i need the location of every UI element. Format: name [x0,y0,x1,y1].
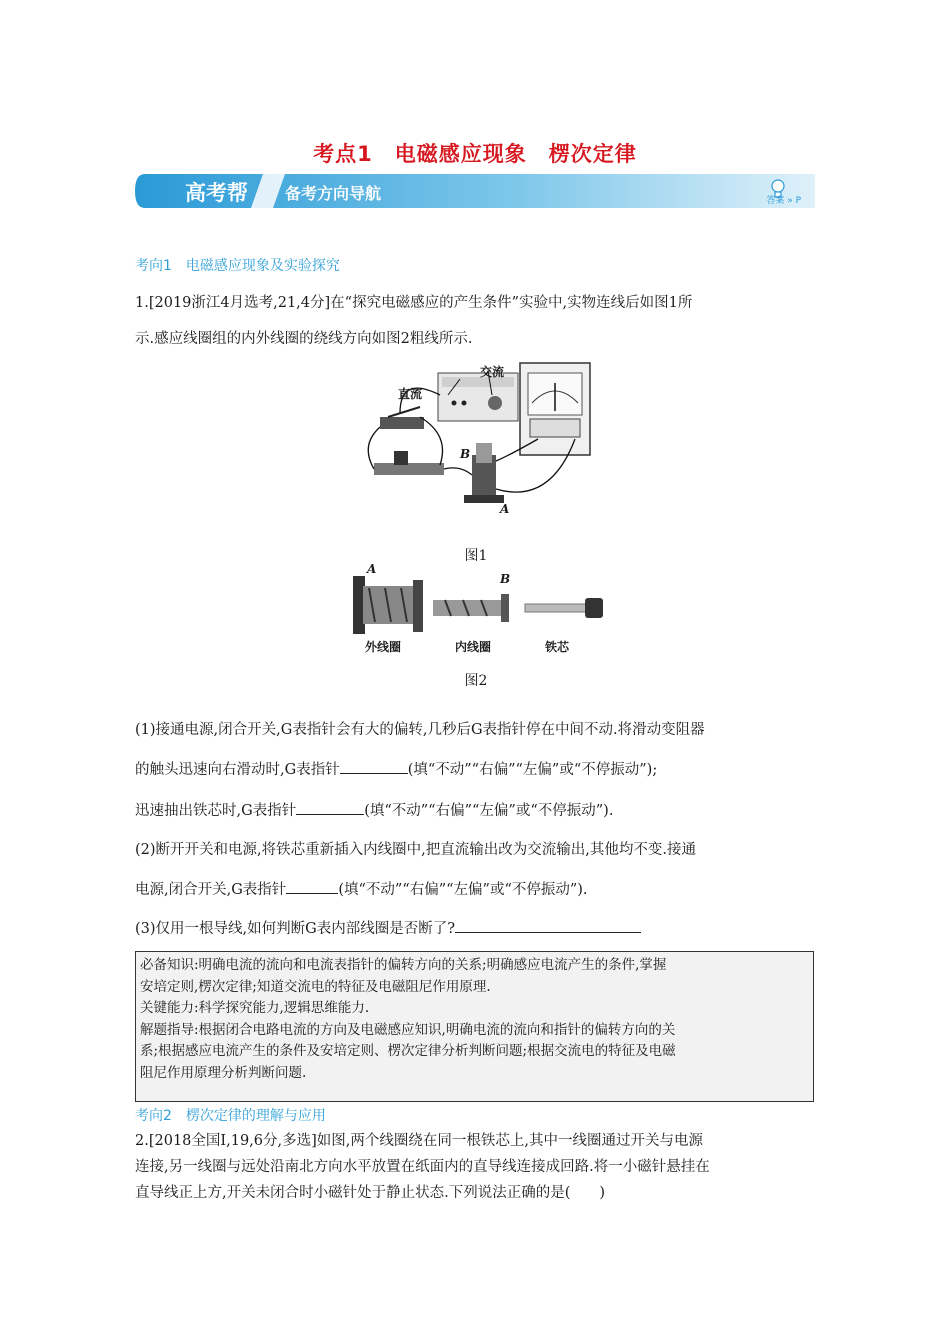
fig1-label-dc: 直流 [398,387,423,401]
q1-part1-line2-text: 的触头迅速向右滑动时,G表指针 [135,762,340,778]
fig2-label-a: A [367,562,377,576]
q1-part1-line2-hint: (填“不动”“右偏”“左偏”或“不停振动”); [407,762,658,778]
box-line: 阻尼作用原理分析判断问题. [140,1064,307,1081]
q2-line2: 连接,另一线圈与远处沿南北方向水平放置在纸面内的直导线连接成回路.将一小磁针悬挂在 [135,1159,710,1175]
q1-part1-line2 [135,758,825,779]
fig1-label-b: B [460,447,471,461]
box-line: 安培定则,楞次定律;知道交流电的特征及电磁阻尼作用原理. [140,978,491,995]
q1-part2-line2 [135,878,825,899]
q1-part1-line3-text: 迅速抽出铁芯时,G表指针 [135,803,297,819]
q1-part1-line3 [135,799,825,820]
answer-blank[interactable] [296,800,364,815]
q1-line1: 1.[2019浙江4月选考,21,4分]在“探究电磁感应的产生条件”实验中,实物连线后如图1所 [135,295,693,311]
q1-part3 [135,917,825,938]
figure-1-caption: 图1 [464,548,488,564]
fig2-label-inner: 内线圈 [455,640,492,654]
fig2-label-core: 铁芯 [545,640,570,654]
box-line: 解题指导:根据闭合电路电流的方向及电磁感应知识,明确电流的流向和指针的偏转方向的关 [140,1021,676,1038]
q1-part2-line1: (2)断开开关和电源,将铁芯重新插入内线圈中,把直流输出改为交流输出,其他均不变.接通 [135,842,696,858]
figure-2-coils [345,562,615,657]
q1-line2: 示.感应线圈组的内外线圈的绕线方向如图2粗线所示. [135,331,473,347]
answer-blank[interactable] [286,879,338,894]
section-heading-2: 考向2 楞次定律的理解与应用 [135,1108,326,1124]
box-line: 系;根据感应电流产生的条件及安培定则、楞次定律分析判断问题;根据交流电的特征及电磁 [140,1043,676,1059]
q1-part1-line3-hint: (填“不动”“右偏”“左偏”或“不停振动”). [364,803,614,819]
q1-part3-text: (3)仅用一根导线,如何判断G表内部线圈是否断了? [135,921,456,937]
figure-1-apparatus [360,355,600,520]
banner-subtitle: 备考方向导航 [285,184,382,203]
box-line: 关键能力:科学探究能力,逻辑思维能力. [140,1000,370,1016]
section-banner [135,172,815,210]
fig2-label-outer: 外线圈 [365,640,402,654]
answer-blank[interactable] [340,759,408,774]
banner-brand: 高考帮 [185,181,248,205]
section-heading-1: 考向1 电磁感应现象及实验探究 [135,258,340,274]
fig2-label-b: B [500,572,511,586]
q1-part2-line2-text: 电源,闭合开关,G表指针 [135,882,287,898]
analysis-box [135,951,814,1102]
answer-blank[interactable] [455,918,641,933]
banner-answer-ref: 答案 » P [766,196,801,206]
page-title: 考点1 电磁感应现象 楞次定律 [313,142,637,166]
fig1-label-a: A [500,502,510,516]
q2-line3: 直导线正上方,开关未闭合时小磁针处于静止状态.下列说法正确的是( ) [135,1185,606,1201]
box-line: 必备知识:明确电流的流向和电流表指针的偏转方向的关系;明确感应电流产生的条件,掌握 [140,957,667,973]
q2-line1: 2.[2018全国Ⅰ,19,6分,多选]如图,两个线圈绕在同一根铁芯上,其中一线圈通过开关与电源 [135,1133,703,1149]
q1-part2-line2-hint: (填“不动”“右偏”“左偏”或“不停振动”). [338,882,588,898]
fig1-label-ac: 交流 [480,365,505,379]
figure-2-caption: 图2 [464,673,488,689]
q1-part1-line1: (1)接通电源,闭合开关,G表指针会有大的偏转,几秒后G表指针停在中间不动.将滑动变阻器 [135,722,705,738]
